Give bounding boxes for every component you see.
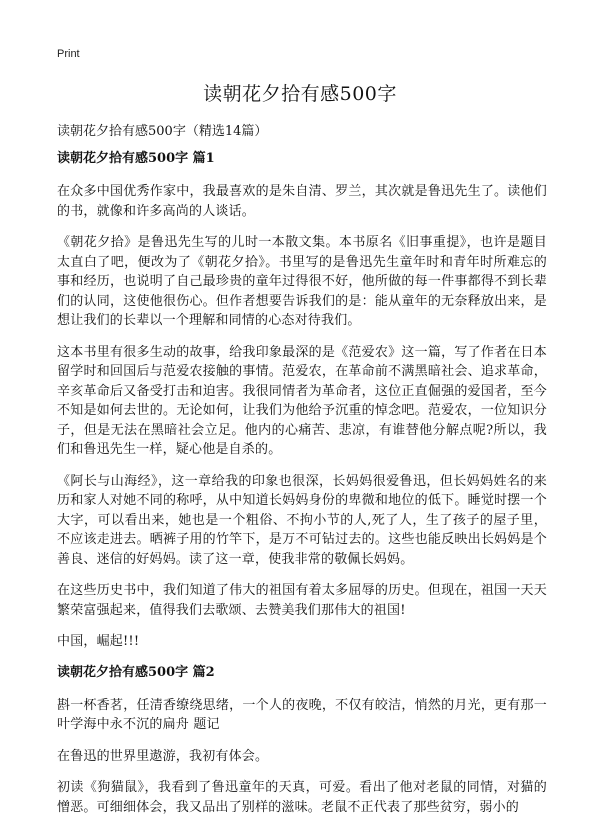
paragraph: 中国，崛起!!! [57, 634, 140, 649]
paragraph: 在众多中国优秀作家中，我最喜欢的是朱自清、罗兰，其次就是鲁迅先生了。读他们的书，就像和许多高尚的人谈话。 [57, 184, 547, 219]
paragraph: 这本书里有很多生动的故事，给我印象最深的是《范爱农》这一篇，写了作者在日本留学时和回国后与范爱农接触的事情。范爱农，在革命前不满黑暗社会、追求革命，辛亥革命后又备受打击和迫害。我很同情者为革命者，这位正直倔强的爱国者，至今不知是如何去世的。无论如何，让我们为他给予沉重的悼念吧。范爱农，一位知识分子，但是无法在黑暗社会立足。他内的心痛苦、悲凉，有谁替他分解点呢?所以，我们和鲁迅先生一样，疑心他是自杀的。 [57, 344, 547, 457]
paragraph: 在这些历史书中，我们知道了伟大的祖国有着太多屈辱的历史。但现在，祖国一天天繁荣富强起来，值得我们去歌颂、去赞美我们那伟大的祖国! [57, 583, 547, 618]
paragraph: 斟一杯香茗，任清香缭绕思绪，一个人的夜晚，不仅有皎洁，悄然的月光，更有那一叶学海中永不沉的扁舟 题记 [57, 697, 547, 732]
document-body [57, 150, 547, 828]
section-heading: 读朝花夕拾有感500字 篇2 [57, 664, 215, 680]
document-subtitle: 读朝花夕拾有感500字（精选14篇） [57, 124, 268, 139]
print-link[interactable]: Print [57, 48, 80, 60]
paragraph: 《阿长与山海经》，这一章给我的印象也很深，长妈妈很爱鲁迅，但长妈妈姓名的来历和家人对她不同的称呼，从中知道长妈妈身份的卑微和地位的低下。睡觉时摆一个大字，可以看出来，她也是一个粗俗、不拘小节的人,死了人，生了孩子的屋子里，不应该走进去。晒裤子用的竹竿下，是万不可钻过去的。这些也能反映出长妈妈是个善良、迷信的好妈妈。读了这一章，使我非常的敬佩长妈妈。 [57, 473, 547, 567]
section-heading: 读朝花夕拾有感500字 篇1 [57, 151, 215, 166]
paragraph: 在鲁迅的世界里遨游，我初有体会。 [57, 748, 269, 764]
paragraph: 初读《狗猫鼠》，我看到了鲁迅童年的天真，可爱。看出了他对老鼠的同情，对猫的憎恶。可细细体会，我又品出了别样的滋味。老鼠不正代表了那些贫穷，弱小的 [57, 780, 547, 815]
paragraph: 《朝花夕拾》是鲁迅先生写的儿时一本散文集。本书原名《旧事重提》，也许是题目太直白了吧，便改为了《朝花夕拾》。书里写的是鲁迅先生童年时和青年时所难忘的事和经历，也说明了自己最珍贵的童年过得很不好，他所做的每一件事都得不到长辈们的认同，这使他很伤心。但作者想要告诉我们的是：能从童年的无奈释放出来，是想让我们的长辈以一个理解和同情的心态对待我们。 [57, 235, 547, 328]
page-title: 读朝花夕拾有感500字 [203, 83, 397, 105]
